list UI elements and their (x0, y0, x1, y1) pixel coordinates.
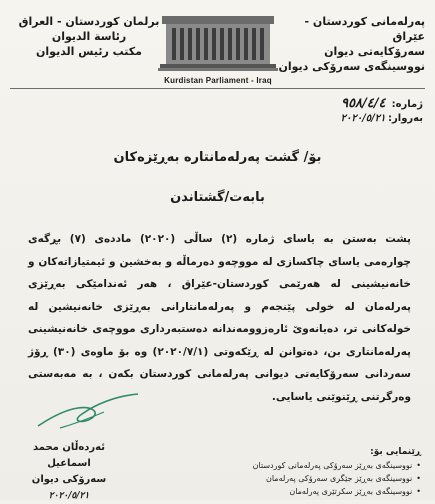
header-kurdish-line-2: سەرۆکایەتی دیوان (324, 45, 425, 58)
subject-line: بابەت/گشتاندن (170, 190, 265, 205)
cc-title: ڕێنمایی بۆ: (370, 447, 421, 457)
header-arabic-line-2: رئاسة الديوان (51, 30, 127, 43)
parliament-building-logo (158, 12, 278, 80)
cc-item: • نووسینگەی بەڕێز جێگری سەرۆکی پەرلەمان (221, 472, 421, 485)
cc-item: • نووسینگەی بەڕێز سەرۆکی پەرلەمانی کوردستان (221, 459, 421, 472)
signer-title: سەرۆکی دیوان (31, 474, 107, 485)
handwritten-signature (30, 388, 150, 438)
header-kurdish-line-3: نووسینگەی سەرۆکی دیوان (278, 60, 425, 73)
header-kurdish (275, 14, 425, 74)
emblem-caption: Kurdistan Parliament - Iraq (164, 76, 272, 85)
signer-block (14, 440, 124, 504)
cc-item: • نووسینگەی بەڕێز سکرتێری پەرلەمان (221, 485, 421, 498)
header-arabic-line-3: مكتب رئيس الديوان (36, 45, 142, 58)
reference-date-value: ٢٠٢٠/٥/٢١ (340, 113, 386, 124)
reference-number-label: ژمارە: (391, 99, 423, 110)
reference-number-value: ٩٥٨/٤/٤ (341, 96, 386, 111)
letter-body: پشت بەستن بە یاسای ژمارە (٢) ساڵی (٢٠٢٠) ماددەی (٧) بڕگەی چوارەمی یاسای چاکسازی لە مووچەو دەرماڵە و بەخشین و ئیمتیازاتەکان و خانەنیشینی لە هەرێمی کوردستان-عێراق ، هەر ئەندامێکی بەڕێزی پەرلەمان لە خولی پێنجەم و پەرلەمانتارانی بەڕێزی خانەنیشین لە خولەکانی تر، دەیانەوێ ئارەزوومەندانە دەستبەرداری مووچەی خانەنیشینی پەرلەمانتاری بن، دەتوانن لە ڕێکەوتی (٢٠٢٠/٧/١) وە بۆ ماوەی (٣٠) ڕۆژ سەردانی سەرۆکایەتی دیوانی پەرلەمانی کوردستان بکەن ، بە مەبەستی وەرگرتنی ڕێنوێنی یاسایی. (28, 233, 412, 403)
signer-name: ئەردەڵان محمد اسماعیل (32, 442, 106, 469)
header-divider (10, 88, 425, 89)
header-kurdish-line-1: پەرلەمانی کوردستان - عێراق (304, 15, 425, 43)
reference-date (223, 113, 423, 131)
header-arabic-line-1: برلمان كوردستان - العراق (18, 15, 160, 28)
reference-date-label: بەروار: (388, 113, 423, 124)
cc-list (221, 446, 421, 498)
signer-date: ٢٠٢٠/٥/٢١ (48, 491, 90, 501)
reference-number (223, 96, 423, 114)
addressee: بۆ/ گشت پەرلەمانتارە بەڕێزەکان (113, 150, 322, 165)
header-arabic (14, 14, 164, 59)
